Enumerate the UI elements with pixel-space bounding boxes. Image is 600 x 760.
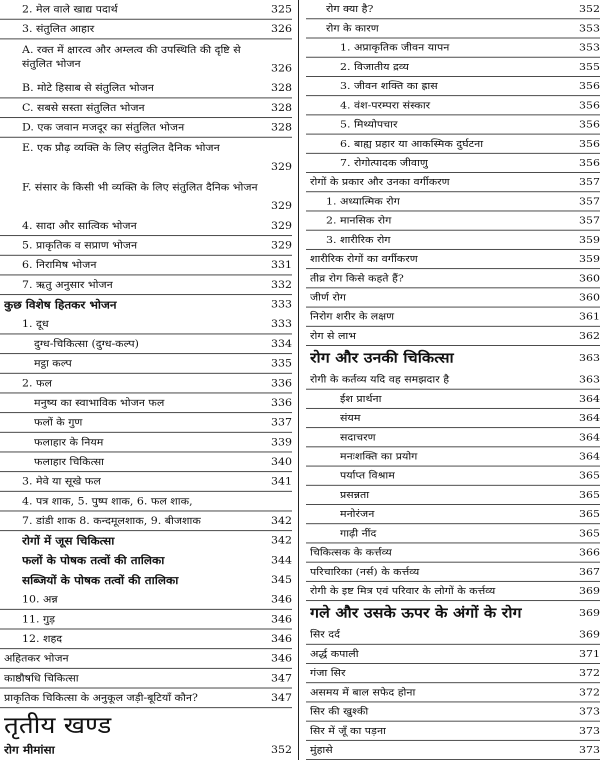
toc-entry-title: रोगी के कर्तव्य यदि वह समझदार है (310, 373, 450, 386)
toc-entry (0, 740, 292, 760)
toc-entry-title: रोग से लाभ (310, 330, 357, 342)
toc-entry (306, 211, 600, 230)
column-divider (298, 0, 299, 760)
toc-entry (306, 231, 600, 250)
toc-entry (0, 531, 292, 551)
toc-entry (0, 39, 292, 78)
toc-entry (306, 173, 600, 192)
toc-entry-title: कुछ विशेष हितकर भोजन (4, 298, 117, 312)
toc-entry (306, 38, 600, 57)
toc-entry-page-number: 328 (271, 82, 292, 94)
toc-entry-title: सदाचरण (340, 431, 376, 443)
toc-entry-title: B. मोटे हिसाब से संतुलित भोजन (22, 82, 154, 94)
toc-entry-title: मट्ठा कल्प (34, 357, 72, 370)
toc-entry (0, 708, 292, 740)
toc-entry (306, 543, 600, 562)
toc-entry (306, 664, 600, 683)
toc-entry-page-number: 356 (579, 138, 600, 150)
toc-entry-page-number: 366 (579, 546, 600, 559)
toc-entry-page-number: 369 (579, 628, 600, 641)
toc-right-column (306, 0, 600, 760)
toc-entry-page-number: 329 (271, 200, 292, 212)
toc-entry-page-number: 336 (271, 396, 292, 409)
toc-entry (306, 524, 600, 543)
toc-entry-page-number: 369 (579, 585, 600, 597)
toc-entry-title: रोगों में जूस चिकित्सा (22, 534, 115, 548)
toc-entry (306, 447, 600, 466)
toc-entry-page-number: 342 (271, 534, 292, 547)
toc-entry (0, 669, 292, 689)
toc-left-column (0, 0, 292, 760)
toc-entry-title: रोगी के इष्ट मित्र एवं परिवार के लोगों के कर्त्तव्य (310, 585, 496, 597)
toc-entry-title: 7. ऋतु अनुसार भोजन (22, 278, 113, 291)
toc-entry-title: शारीरिक रोगों का वर्गीकरण (310, 253, 418, 265)
toc-entry (306, 192, 600, 211)
toc-entry (0, 492, 292, 512)
toc-entry (306, 19, 600, 38)
toc-entry-title: A. रक्त में क्षारत्व और अम्लत्व की उपस्थिति की दृष्टि से संतुलित भोजन (22, 43, 241, 70)
toc-entry-title: जीर्ण रोग (310, 291, 347, 304)
toc-entry-title: 12. शहद (22, 633, 63, 645)
toc-entry-page-number: 357 (579, 214, 600, 227)
toc-entry-title: 10. अन्न (22, 593, 58, 606)
toc-entry-title: रोग के कारण (326, 22, 379, 35)
toc-entry-title: फलाहार चिकित्सा (34, 455, 105, 468)
toc-entry-page-number: 356 (579, 80, 600, 92)
toc-entry (0, 256, 292, 276)
toc-entry-page-number: 363 (579, 373, 600, 386)
toc-entry-page-number: 355 (579, 61, 600, 73)
toc-entry (306, 288, 600, 307)
toc-entry-title: 6. बाह्य प्रहार या आकस्मिक दुर्घटना (340, 138, 484, 150)
toc-entry (306, 308, 600, 327)
toc-entry (306, 58, 600, 77)
toc-entry (0, 334, 292, 354)
toc-entry-title: सिर में जूँ का पड़ना (310, 725, 386, 737)
toc-entry-title: सिर दर्द (310, 628, 340, 641)
toc-entry-page-number: 360 (579, 272, 600, 284)
toc-entry-title: 1. अध्यात्मिक रोग (326, 195, 400, 208)
toc-entry (0, 688, 292, 708)
toc-entry (306, 135, 600, 154)
toc-entry (306, 346, 600, 370)
toc-entry (306, 327, 600, 346)
toc-entry-page-number: 371 (579, 648, 600, 660)
toc-entry-title: पर्याप्त विश्राम (340, 469, 395, 482)
toc-entry-title: फलों के पोषक तत्वों की तालिका (22, 554, 165, 567)
toc-entry-page-number: 356 (579, 99, 600, 111)
toc-entry (0, 452, 292, 472)
toc-entry-page-number: 365 (579, 527, 600, 540)
toc-entry (306, 428, 600, 447)
toc-entry-page-number: 346 (271, 652, 292, 665)
toc-entry (306, 683, 600, 702)
toc-entry-title: रोग क्या है? (326, 3, 374, 15)
toc-entry-page-number: 352 (579, 3, 600, 15)
toc-entry-title: 3. जीवन शक्ति का ह्रास (340, 80, 438, 92)
toc-entry (306, 409, 600, 428)
toc-entry-title: E. एक प्रौढ़ व्यक्ति के लिए संतुलित दैनिक भोजन (22, 142, 220, 154)
toc-entry-title: परिचारिका (नर्स) के कर्त्तव्य (310, 566, 420, 578)
toc-entry-page-number: 346 (271, 633, 292, 645)
toc-entry-page-number: 344 (271, 554, 292, 566)
toc-entry-title: ईश प्रार्थना (340, 393, 382, 405)
toc-entry-page-number: 331 (271, 259, 292, 271)
toc-entry-title: चिकित्सक के कर्त्तव्य (310, 546, 392, 559)
toc-entry-page-number: 365 (579, 508, 600, 520)
toc-entry-page-number: 373 (579, 705, 600, 718)
toc-entry (0, 393, 292, 413)
toc-entry-page-number: 334 (271, 337, 292, 350)
toc-entry-page-number: 346 (271, 613, 292, 625)
toc-entry (0, 98, 292, 118)
toc-entry-title: C. सबसे सस्ता संतुलित भोजन (22, 101, 145, 114)
toc-entry-title: 2. विजातीय द्रव्य (340, 61, 409, 73)
toc-entry-title: सिर की खुश्की (310, 705, 369, 718)
toc-entry (0, 315, 292, 335)
toc-entry-page-number: 364 (579, 431, 600, 443)
toc-entry (306, 96, 600, 115)
toc-entry (306, 702, 600, 721)
toc-entry-page-number: 357 (579, 176, 600, 188)
toc-entry-title: 5. प्राकृतिक व सप्राण भोजन (22, 239, 138, 252)
toc-entry (0, 177, 292, 216)
toc-entry (0, 216, 292, 236)
toc-entry-page-number: 325 (271, 3, 292, 16)
toc-entry-title: तीव्र रोग किसे कहते हैं? (310, 272, 404, 284)
toc-entry-title: रोग मीमांसा (4, 743, 55, 757)
toc-entry-title: F. संसार के किसी भी व्यक्ति के लिए संतुलित दैनिक भोजन (22, 181, 258, 194)
toc-entry (306, 486, 600, 505)
toc-entry-title: 7. डांडी शाक 8. कन्दमूलशाक, 9. बीजशाक (22, 515, 201, 527)
toc-entry-title: 4. सादा और सात्विक भोजन (22, 219, 137, 232)
toc-entry (0, 590, 292, 610)
toc-entry-page-number: 364 (579, 450, 600, 463)
toc-entry-page-number: 336 (271, 377, 292, 389)
toc-entry-title: 4. वंश-परम्परा संस्कार (340, 99, 431, 111)
toc-entry-page-number: 367 (579, 566, 600, 578)
toc-entry (306, 154, 600, 173)
toc-entry-page-number: 333 (271, 318, 292, 330)
toc-entry-page-number: 328 (271, 121, 292, 134)
toc-entry-page-number: 359 (579, 253, 600, 265)
toc-entry-page-number: 326 (271, 62, 292, 75)
toc-entry-title: गंजा सिर (310, 667, 346, 679)
toc-entry (306, 467, 600, 486)
toc-entry (0, 629, 292, 649)
toc-entry-page-number: 356 (579, 157, 600, 169)
toc-entry (0, 275, 292, 295)
toc-entry (0, 295, 292, 315)
toc-entry (0, 570, 292, 590)
toc-entry-page-number: 329 (271, 239, 292, 252)
toc-entry-page-number: 360 (579, 291, 600, 304)
toc-entry (0, 20, 292, 40)
toc-entry (0, 138, 292, 177)
toc-entry (306, 563, 600, 582)
toc-entry (0, 79, 292, 99)
toc-entry (0, 118, 292, 138)
toc-entry-title: अर्द्ध कपाली (310, 648, 359, 660)
toc-entry-page-number: 332 (271, 278, 292, 291)
toc-entry (0, 472, 292, 492)
toc-entry-page-number: 356 (579, 118, 600, 131)
toc-entry-title: 3. शारीरिक रोग (326, 234, 391, 246)
toc-entry-title: 1. दूध (22, 318, 49, 330)
toc-entry (0, 433, 292, 453)
toc-entry-title: मनःशक्ति का प्रयोग (340, 450, 418, 463)
toc-entry (306, 370, 600, 389)
toc-entry (0, 0, 292, 20)
toc-entry (306, 722, 600, 741)
toc-entry-title: गाढ़ी नींद (340, 527, 377, 540)
toc-entry-title: फलों के गुण (34, 416, 83, 429)
toc-entry-page-number: 364 (579, 393, 600, 405)
toc-entry-page-number: 372 (579, 686, 600, 699)
toc-entry-title: मुंहासे (310, 744, 333, 756)
toc-entry-page-number: 347 (271, 672, 292, 684)
toc-entry-page-number: 365 (579, 489, 600, 501)
toc-entry-page-number: 333 (271, 298, 292, 311)
toc-entry-page-number: 363 (579, 352, 600, 364)
toc-entry-title: 2. मानसिक रोग (326, 214, 392, 227)
toc-entry-title: दुग्ध-चिकित्सा (दुग्ध-कल्प) (34, 337, 139, 350)
toc-entry-title: प्राकृतिक चिकित्सा के अनुकूल जड़ी-बूटियाँ कौन? (4, 692, 198, 704)
toc-entry-page-number: 340 (271, 455, 292, 468)
toc-entry (0, 649, 292, 669)
toc-entry-page-number: 346 (271, 593, 292, 606)
toc-entry (306, 505, 600, 524)
toc-entry-page-number: 345 (271, 574, 292, 586)
toc-entry (0, 610, 292, 630)
toc-entry-title: मनुष्य का स्वाभाविक भोजन फल (34, 396, 165, 409)
toc-entry-page-number: 362 (579, 330, 600, 342)
toc-entry-page-number: 357 (579, 195, 600, 208)
toc-entry-title: 4. पत्र शाक, 5. पुष्प शाक, 6. फल शाक, (22, 495, 193, 507)
toc-entry-page-number: 361 (579, 311, 600, 323)
toc-entry-title: तृतीय खण्ड (4, 712, 112, 740)
toc-entry-page-number: 342 (271, 515, 292, 527)
toc-entry-title: 2. मेल वाले खाद्य पदार्थ (22, 3, 118, 16)
toc-entry (0, 374, 292, 394)
toc-entry-page-number: 373 (579, 744, 600, 756)
toc-entry-title: असमय में बाल सफेद होना (310, 686, 416, 699)
toc-entry (306, 601, 600, 625)
toc-entry-page-number: 365 (579, 469, 600, 482)
toc-entry-title: अहितकर भोजन (4, 652, 69, 665)
toc-entry-page-number: 364 (579, 412, 600, 424)
toc-entry-page-number: 359 (579, 234, 600, 246)
toc-entry-title: निरोग शरीर के लक्षण (310, 311, 395, 323)
toc-entry-title: 2. फल (22, 377, 52, 389)
toc-entry-title: 3. संतुलित आहार (22, 23, 95, 35)
toc-entry (306, 645, 600, 664)
toc-entry-title: मनोरंजन (340, 508, 375, 520)
toc-entry-page-number: 329 (271, 160, 292, 173)
toc-entry-title: गले और उसके ऊपर के अंगों के रोग (310, 604, 522, 622)
toc-entry-page-number: 339 (271, 436, 292, 448)
toc-entry-title: 6. निरामिष भोजन (22, 259, 97, 271)
toc-entry (306, 741, 600, 760)
toc-entry-title: 7. रोगोत्पादक जीवाणु (340, 157, 428, 169)
toc-entry-page-number: 347 (271, 692, 292, 704)
toc-entry (306, 582, 600, 601)
toc-entry-page-number: 341 (271, 475, 292, 488)
toc-entry-page-number: 369 (579, 607, 600, 619)
toc-entry-page-number: 353 (579, 22, 600, 35)
toc-entry (0, 511, 292, 531)
toc-entry-page-number: 353 (579, 41, 600, 54)
toc-entry (0, 551, 292, 571)
toc-entry-page-number: 329 (271, 219, 292, 232)
toc-entry-page-number: 372 (579, 667, 600, 679)
toc-entry-title: 11. गुड़ (22, 613, 56, 625)
toc-entry-title: 5. मिथ्योपचार (340, 118, 398, 131)
toc-entry (0, 354, 292, 374)
toc-entry-page-number: 328 (271, 101, 292, 114)
toc-entry-title: फलाहार के नियम (34, 436, 104, 448)
toc-entry-title: रोगों के प्रकार और उनका वर्गीकरण (310, 176, 450, 188)
toc-entry-title: काष्ठौषधि चिकित्सा (4, 672, 79, 684)
toc-entry (306, 0, 600, 19)
toc-entry-title: रोग और उनकी चिकित्सा (310, 349, 454, 367)
toc-entry-title: प्रसन्नता (340, 489, 370, 501)
toc-entry-page-number: 337 (271, 416, 292, 429)
toc-entry (0, 413, 292, 433)
toc-entry-page-number: 373 (579, 725, 600, 737)
toc-entry (306, 115, 600, 134)
toc-entry-title: 3. मेवे या सूखे फल (22, 475, 101, 488)
toc-entry (306, 625, 600, 644)
toc-entry-title: 1. अप्राकृतिक जीवन यापन (340, 41, 450, 54)
toc-entry-title: सब्जियों के पोषक तत्वों की तालिका (22, 574, 179, 587)
toc-entry-title: संयम (340, 412, 361, 424)
toc-entry (306, 390, 600, 409)
toc-entry-page-number: 335 (271, 357, 292, 370)
toc-entry-page-number: 326 (271, 23, 292, 35)
toc-entry-title: D. एक जवान मजदूर का संतुलित भोजन (22, 121, 185, 134)
toc-entry-page-number: 352 (271, 743, 292, 756)
toc-entry (0, 236, 292, 256)
toc-entry (306, 269, 600, 288)
toc-entry (306, 250, 600, 269)
toc-entry (306, 77, 600, 96)
